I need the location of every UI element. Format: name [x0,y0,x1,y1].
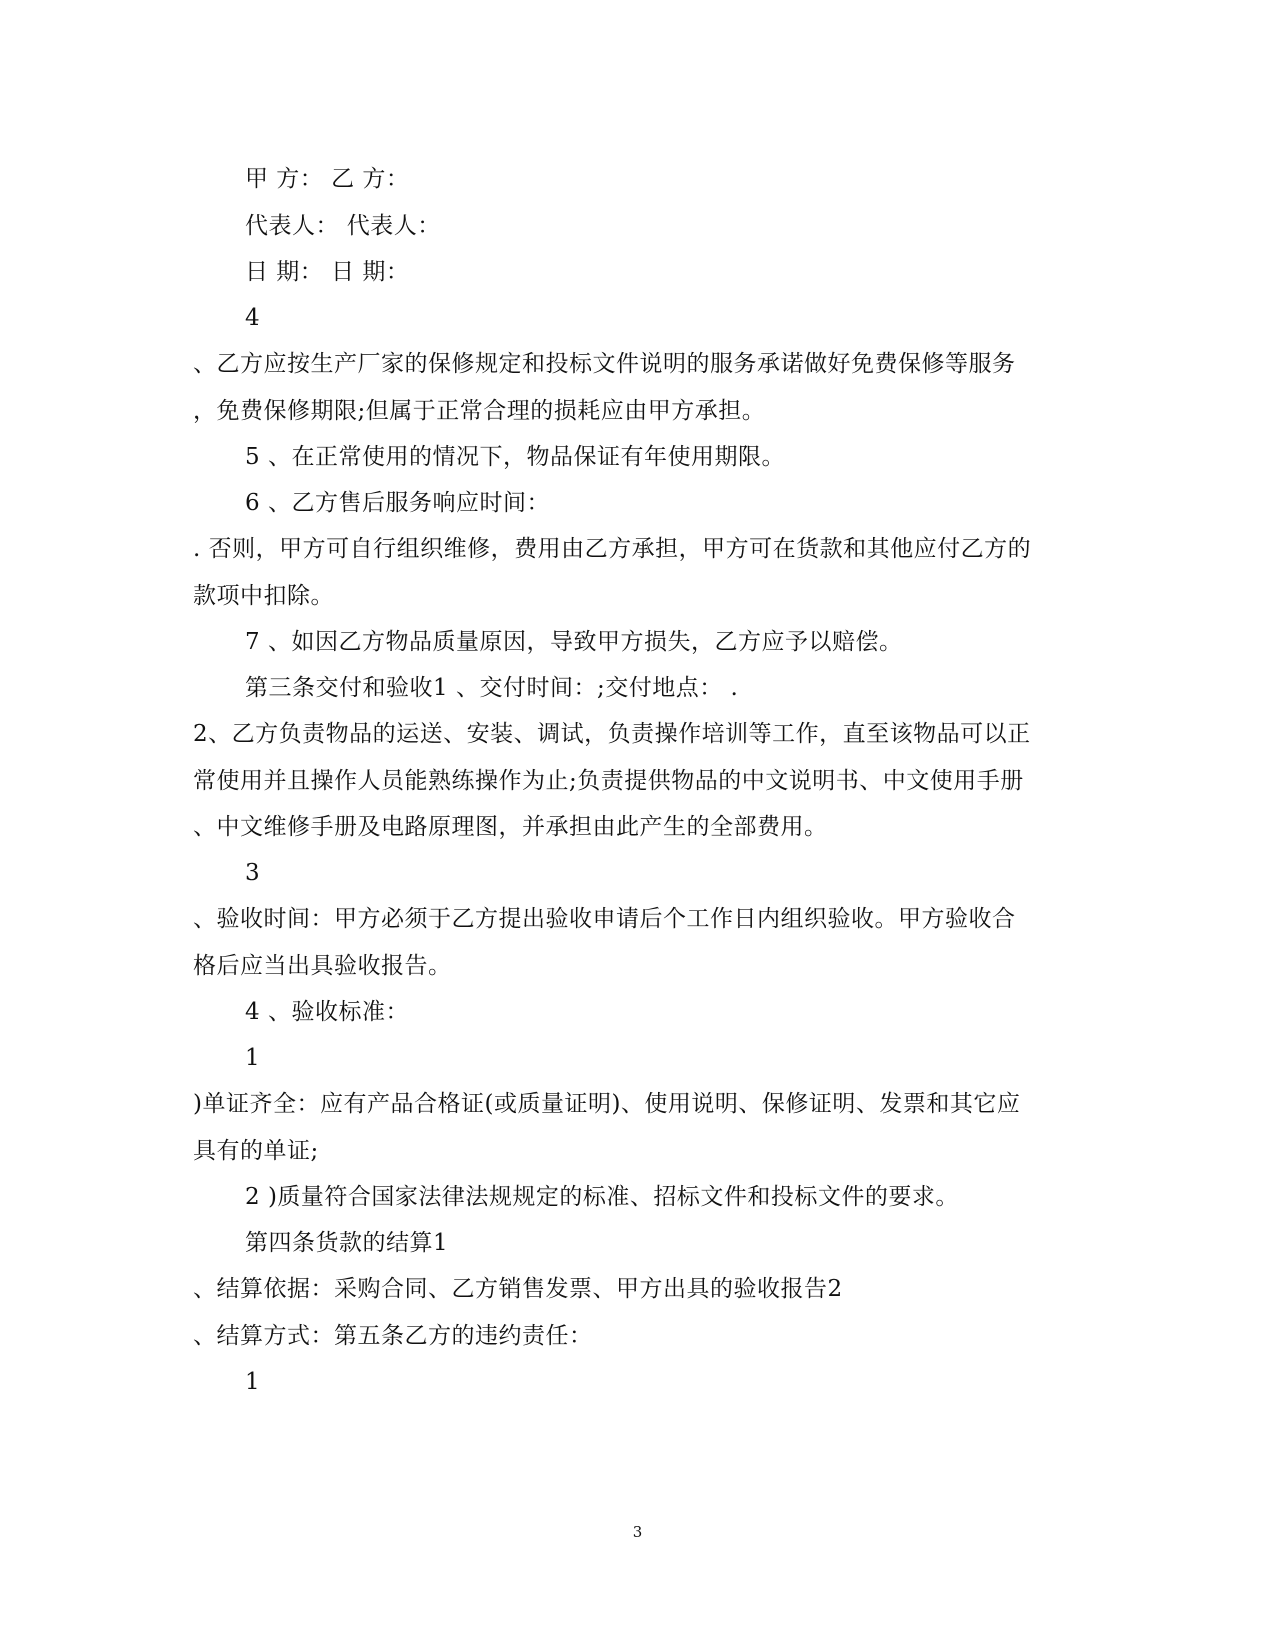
signature-party-line: 甲 方： 乙 方： [245,166,410,192]
paragraph-line: 、乙方应按生产厂家的保修规定和投标文件说明的服务承诺做好免费保修等服务 [193,351,1016,377]
signature-representative-line: 代表人： 代表人： [245,213,441,239]
paragraph-line: 、验收时间：甲方必须于乙方提出验收申请后个工作日内组织验收。甲方验收合 [193,906,1016,932]
paragraph-line: )单证齐全：应有产品合格证(或质量证明)、使用说明、保修证明、发票和其它应 [193,1091,1021,1117]
section-heading-line: 第三条交付和验收1 、交付时间：;交付地点： . [245,675,739,701]
paragraph-line: 具有的单证; [193,1138,319,1164]
paragraph-line: 2 )质量符合国家法律法规规定的标准、招标文件和投标文件的要求。 [245,1184,959,1210]
paragraph-line: 4 、验收标准： [245,999,409,1025]
paragraph-line: 、结算方式：第五条乙方的违约责任： [193,1323,593,1349]
paragraph-line: 格后应当出具验收报告。 [193,953,452,979]
paragraph-line: 2、乙方负责物品的运送、安装、调试，负责操作培训等工作，直至该物品可以正 [193,721,1031,747]
paragraph-line: 1 [245,1045,261,1071]
page-number: 3 [632,1523,643,1541]
paragraph-line: 3 [245,860,261,886]
paragraph-line: 7 、如因乙方物品质量原因，导致甲方损失，乙方应予以赔偿。 [245,629,903,655]
paragraph-line: 1 [245,1369,261,1395]
paragraph-line: 5 、在正常使用的情况下，物品保证有年使用期限。 [245,444,785,470]
section-heading-line: 第四条货款的结算1 [245,1230,449,1256]
paragraph-line: 款项中扣除。 [193,583,334,609]
paragraph-line: 4 [245,305,261,331]
paragraph-line: 、结算依据：采购合同、乙方销售发票、甲方出具的验收报告2 [193,1276,843,1302]
paragraph-line: 、中文维修手册及电路原理图，并承担由此产生的全部费用。 [193,814,828,840]
signature-date-line: 日 期： 日 期： [245,259,410,285]
paragraph-line: . 否则，甲方可自行组织维修，费用由乙方承担，甲方可在货款和其他应付乙方的 [193,536,1032,562]
paragraph-line: 6 、乙方售后服务响应时间： [245,490,550,516]
paragraph-line: ，免费保修期限;但属于正常合理的损耗应由甲方承担。 [193,398,766,424]
paragraph-line: 常使用并且操作人员能熟练操作为止;负责提供物品的中文说明书、中文使用手册 [193,768,1024,794]
